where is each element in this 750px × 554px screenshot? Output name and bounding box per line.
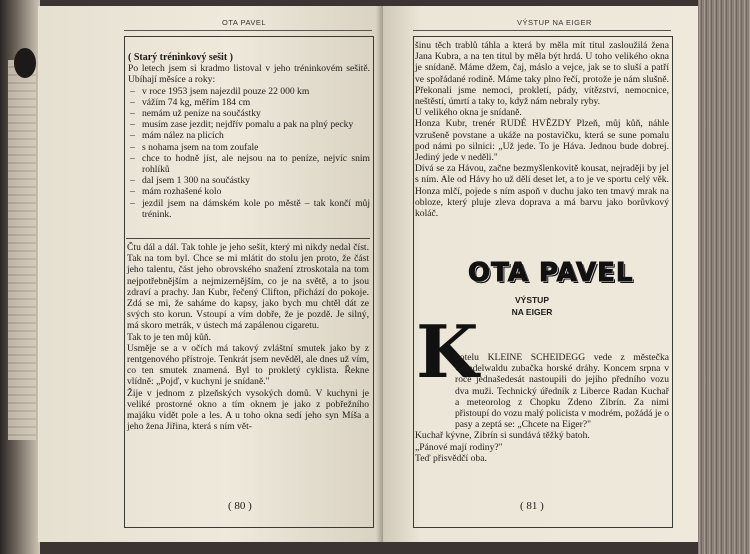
head-rule-right [413,30,671,31]
paragraph: Tak to je ten můj kůň. [127,331,212,343]
left-body-text [127,242,369,432]
paragraph: U velikého okna je snídaně. [415,107,522,119]
chapter-body-text [415,352,669,464]
paragraph: Teď přisvědčí oba. [415,452,487,464]
paragraph: „Pánové mají rodiny?" [415,441,503,453]
chapter-title-line: NA EIGER [511,307,553,317]
paragraph: Kuchař kývne, Zibrín si sundává těžký batoh. [415,430,590,442]
list-item: – jezdil jsem na dámském kole po městě – tak končí můj trénink. [128,198,370,220]
box-title: ( Starý tréninkový sešit ) [128,52,233,63]
paragraph: Žije v jednom z plzeňských vysokých domů. V kuchyni je veliké prostorné okno a tím oknem je jako z pobřežního majáku vidět pole a les. A u toho okna sedí jeho syn Míša a jeho žena Jiřina, která s ním vět- [127,387,369,433]
paragraph: Honza Kubr, trenér RUDÉ HVĚZDY Plzeň, můj kůň, náhle vzrušeně povstane a ukáže na postavičku, která se sune pomalu pod námi po silnici: „Už jede. To je Háva. Jednou bude dobrej. Jediný jede v neděli." [415,118,669,164]
box-intro: Po letech jsem si kradmo listoval v jeho tréninkovém sešitě. Ubíhají měsíce a roky: [128,63,370,86]
chapter-title [482,294,582,318]
right-body-text [415,40,669,219]
box-divider [126,238,370,239]
paragraph: šinu těch trablů táhla a která by měla mít titul zasloužilá žena Jana Kubra, a na ten titul by měla být hrdá. U toho velikého okna je snídaně. Máme džem, čaj, máslo a vejce, jak se to sluší a patří ve spořádané rodině. Máme taky plno řečí, protože je nám slušně. Překonali jsme nemoci, prokletí, pády, vítězství, nemocnice, neštěstí, úmrtí a taky to, když nám nebraly ryby. [415,40,669,108]
running-head-right: VÝSTUP NA EIGER [517,18,592,27]
author-logo: OTA PAVEL [468,258,634,288]
book-edge-right [698,0,750,554]
list-item: – v roce 1953 jsem najezdil pouze 22 000 km [128,86,370,97]
chapter-title-line: VÝSTUP [514,295,549,305]
notebook-list [126,86,370,220]
running-head-left: OTA PAVEL [222,18,267,27]
page-number-left: ( 80 ) [228,500,252,512]
list-item: – chce to hodně jíst, ale nejsou na to peníze, nejvíc snim rohlíků [128,153,370,175]
paragraph: Usměje se a v očích má takový zvláštní smutek jako by z rentgenového přístroje. Tenkrát jsem nevěděl, ale dnes už vím, co ten smutek znamená. Byl to prokletý cyklista. Řekne vlídně: „Pojď, v kuchyni je snídaně." [127,342,369,388]
list-item: – vážím 74 kg, měřím 184 cm [128,97,370,108]
binding-shadow [14,48,36,78]
paragraph: Čtu dál a dál. Tak tohle je jeho sešit, který mi nikdy nedal číst. Tak na tom byl. Chce se mi mlátit do stolu jen proto, že část jeho talentu, část jeho obrovského snažení ztroskotala na tom nejpotřebnějším a nejmizernějším, co je na světě, a to jsou zdraví a prachy. Jan Kubr, řečený Clifton, přichází do pokoje. Zdá se mi, že saháme do kapsy, jako bych mu chtěl dát ze svých sto korun. Vstoupí a vím dobře, že je pozdě. Je silný, má skoro metrák, v ústech má zapálenou cigaretu. [127,242,369,332]
list-item: – dal jsem 1 300 na součástky [128,175,370,186]
list-item: – nemám už peníze na součástky [128,108,370,119]
paragraph: Dívá se za Hávou, začne bezmyšlenkovitě kousat, nejraději by jel s ním. Ale od Hávy ho už dělí deset let, a to je ve sportu celý věk. Honza mlčí, pojede s ním aspoň v duchu jako ten tmavý mrak na obloze, který pluje zleva doprava a má barvu jako borůvkový koláč. [415,163,669,220]
book-edge-left [0,0,40,554]
paragraph: hotelu KLEINE SCHEIDEGG vede z městečka Grindelwaldu zubačka horské dráhy. Koncem srpna v roce jednašedesát nastoupili do jejího předního vozu dva muži. Technický úředník z Liberce Radan Kuchař a meteorolog z Chopku Zdeno Zibrín. Za nimi přistoupí do vozu malý policista v modrém, požádá je o pasy a zeptá se: „Chcete na Eiger?" [455,352,669,431]
list-item: – musím zase jezdit; nejdřív pomalu a pak na plný pecky [128,119,370,130]
drop-cap: K [416,309,479,394]
list-item: – mám nález na plicích [128,130,370,141]
head-rule-left [124,30,372,31]
list-item: – s nohama jsem na tom zoufale [128,142,370,153]
page-number-right: ( 81 ) [520,500,544,512]
page-edges-left [8,60,36,440]
list-item: – mám rozhašené kolo [128,186,370,197]
training-notebook-box [126,52,370,242]
